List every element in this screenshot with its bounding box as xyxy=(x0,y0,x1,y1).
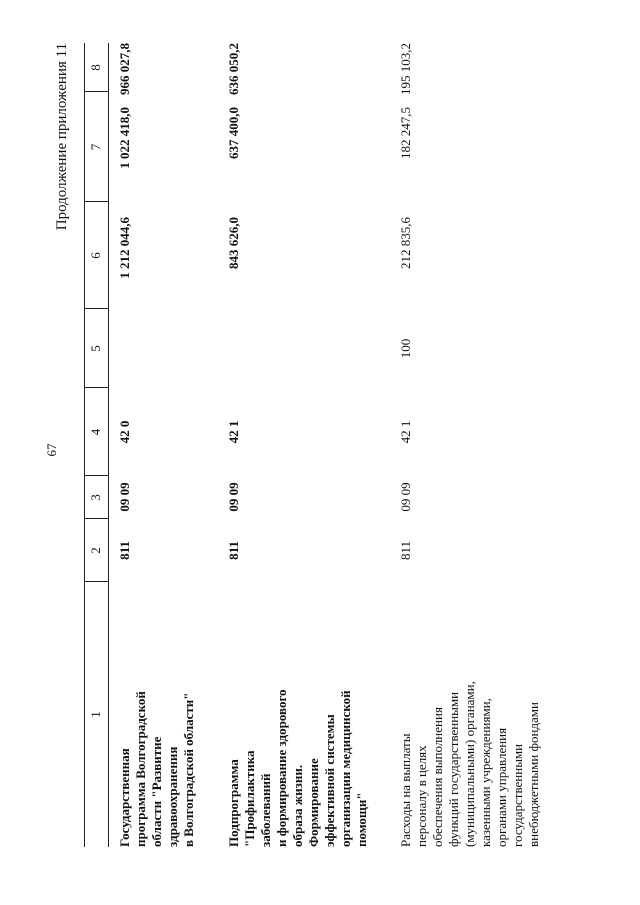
table-row-1-c6: 1 212 044,6 xyxy=(117,217,132,279)
table-row-2-c6: 843 626,0 xyxy=(226,217,241,269)
column-number-8: 8 xyxy=(88,64,103,71)
table-row-2-c8: 636 050,2 xyxy=(226,43,241,95)
budget-table xyxy=(84,43,604,847)
table-row-2-c3: 09 09 xyxy=(226,482,241,512)
table-row-3-c6: 212 835,6 xyxy=(398,217,413,269)
table-row-2-name: Подпрограмма "Профилактика заболеваний и формирование здорового образа жизни. Формирование эффективной системы организации медицинской помощи" xyxy=(226,689,369,847)
page-number: 67 xyxy=(44,443,59,457)
column-number-5: 5 xyxy=(88,345,103,352)
table-row-2-c4: 42 1 xyxy=(226,420,241,444)
column-number-6: 6 xyxy=(88,252,103,259)
column-number-2: 2 xyxy=(88,547,103,554)
table-row-3-c4: 42 1 xyxy=(398,420,413,444)
table-row-3-c8: 195 103,2 xyxy=(398,43,413,95)
appendix-continuation-note: Продолжение приложения 11 xyxy=(54,43,70,231)
table-top-border xyxy=(84,43,85,847)
table-row-2-c7: 637 400,0 xyxy=(226,107,241,159)
table-row-1-name: Государственная программа Волгоградской области "Развитие здравоохранения в Волгоградской области" xyxy=(117,691,196,847)
table-row-1-c2: 811 xyxy=(117,541,132,560)
table-row-3-c3: 09 09 xyxy=(398,482,413,512)
table-row-1-c4: 42 0 xyxy=(117,420,132,444)
column-number-3: 3 xyxy=(88,494,103,501)
table-row-1-c3: 09 09 xyxy=(117,482,132,512)
table-row-1-c8: 966 027,8 xyxy=(117,43,132,95)
table-row-3-c2: 811 xyxy=(398,540,413,561)
table-row-3-c5: 100 xyxy=(398,338,413,359)
column-number-7: 7 xyxy=(88,143,103,151)
table-row-3-name: Расходы на выплаты персоналу в целях обеспечения выполнения функций государственными (муниципальными) органами, казенными учреждениями, органами управления государственными внебюджетными фондами xyxy=(398,681,541,847)
column-number-1: 1 xyxy=(88,711,103,718)
column-number-4: 4 xyxy=(88,428,103,436)
table-row-2-c2: 811 xyxy=(226,541,241,560)
table-row-1-c7: 1 022 418,0 xyxy=(117,107,132,169)
header-bottom-border xyxy=(108,43,109,847)
table-row-3-c7: 182 247,5 xyxy=(398,107,413,159)
